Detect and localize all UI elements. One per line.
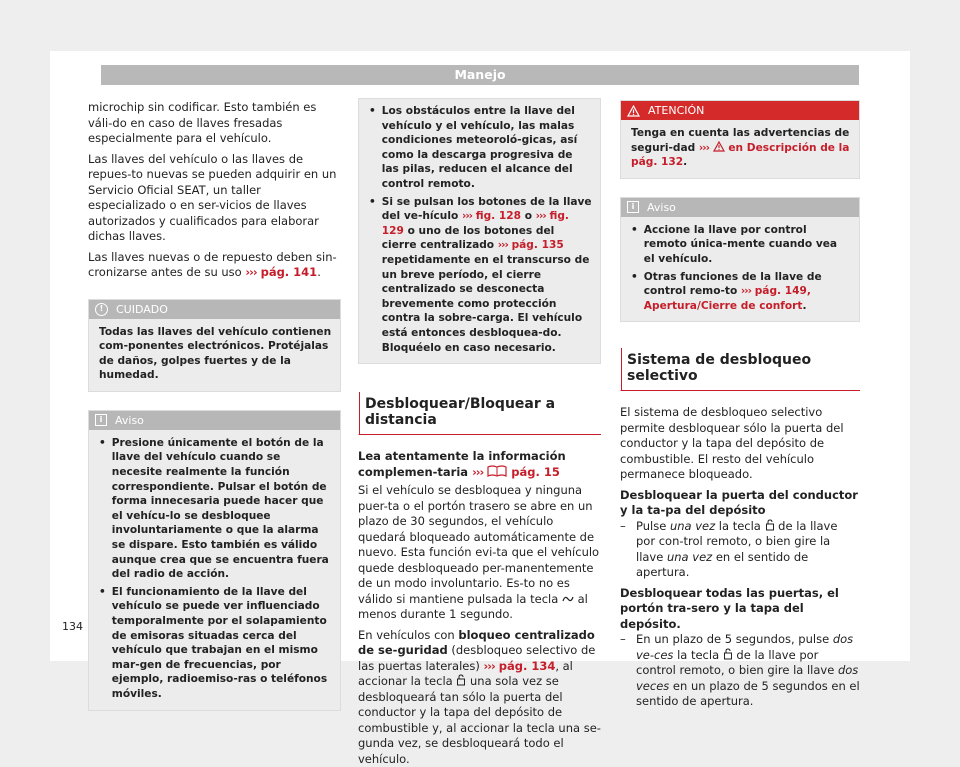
list-item: • Los obstáculos entre la llave del vehículo y el vehículo, las malas condiciones meteoroló-gicas, así como la descarga progresiva de las pilas, reducen el alcance del control remoto. [369, 105, 578, 190]
list-item: • El funcionamiento de la llave del vehículo se puede ver influenciado temporalmente por el solapamiento de emisoras situadas cerca del vehículo que trabajan en el mismo mar-gen de frecuencias, por ejemplo, radioemiso-ras o teléfonos móviles. [99, 585, 328, 700]
ref-arrows: ››› [245, 265, 257, 279]
step-item: – Pulse una vez la tecla de la llave por con-trol remoto, o bien gire la llave una vez en el sentido de apertura. [620, 518, 838, 580]
warning-title: ATENCIÓN [648, 104, 705, 117]
column-1 [88, 100, 341, 711]
section-title: Sistema de desbloqueo selectivo [620, 352, 860, 391]
unlock-icon [723, 648, 733, 660]
warning-box [620, 100, 860, 179]
column-3 [620, 100, 860, 710]
paragraph: En vehículos con bloqueo centralizado de se-guridad (desbloqueo selectivo de las puertas laterales) ››› pág. 134, al accionar la tecla una sola vez se desbloqueará tan sólo la puerta del conductor y la tapa del depósito de combustible y, al accionar la tecla una se-gunda vez, se desbloqueará todo el vehículo. [358, 627, 601, 766]
notice-title: Aviso [647, 200, 676, 214]
page-link[interactable]: en Descripción de la pág. 132 [631, 141, 850, 169]
paragraph: Las llaves nuevas o de repuesto deben sin-cronizarse antes de su uso ››› pág. 141. [88, 249, 337, 279]
info-icon: i [627, 201, 639, 213]
intro-text: Lea atentamente la información complemen-taria ››› pág. 15 [358, 449, 566, 479]
unlock-icon [765, 519, 775, 531]
figure-link[interactable]: fig. 129 [381, 210, 569, 237]
page-link[interactable]: pág. 15 [507, 464, 560, 479]
paragraph: El sistema de desbloqueo selectivo permite desbloquear sólo la puerta del conductor y la tapa del depósito de combustible. El resto del vehículo permanece bloqueado. [620, 405, 844, 482]
column-2 [358, 100, 601, 767]
figure-link[interactable]: fig. 128 [472, 210, 522, 223]
caution-icon: ! [95, 303, 108, 316]
warning-triangle-icon [627, 105, 640, 117]
notice-header [621, 198, 859, 217]
notice-box [88, 410, 341, 711]
key-wave-icon [562, 594, 574, 604]
unlock-icon [456, 674, 466, 686]
subheading: Desbloquear la puerta del conductor y la ta-pa del depósito [620, 487, 858, 518]
warning-triangle-icon [713, 141, 725, 152]
list-item: • Si se pulsan los botones de la llave del ve-hículo ››› fig. 128 o ››› fig. 129 o uno de los botones del cierre centralizado ››› pág. 135 repetidamente en el transcurso de un breve período, el cierre centralizado se desconecta brevemente como protección contra la sobre-carga. El vehículo está entonces desbloquea-do. Bloquéelo en caso necesario. [369, 195, 592, 354]
caution-header [89, 300, 340, 319]
info-icon: i [95, 414, 107, 426]
notice-header [89, 411, 340, 430]
caution-text: Todas las llaves del vehículo contienen com-ponentes electrónicos. Protéjalas de daños, golpes fuertes y de la humedad. [99, 325, 332, 382]
paragraph: microchip sin codificar. Esto también es váli-do en caso de llaves fresadas especialmente para el vehículo. [88, 100, 317, 145]
notice-title: Aviso [115, 413, 144, 427]
page-header: Manejo [101, 65, 859, 85]
caution-title: CUIDADO [116, 302, 168, 316]
book-icon [487, 465, 507, 477]
warning-header [621, 101, 859, 120]
notice-box [620, 197, 860, 323]
caution-box [88, 299, 341, 392]
list-item: • Accione la llave por control remoto única-mente cuando vea el vehículo. [631, 223, 838, 265]
page-link[interactable]: pág. 141 [256, 265, 318, 279]
page-link[interactable]: pág. 134 [494, 658, 556, 673]
warning-text: Tenga en cuenta las advertencias de seguri-dad ››› en Descripción de la pág. 132. [631, 127, 850, 169]
section-title: Desbloquear/Bloquear a distancia [358, 396, 601, 435]
page-number: 134 [62, 620, 83, 633]
page-link[interactable]: pág. 149, Apertura/Cierre de confort [643, 285, 811, 312]
subheading: Desbloquear todas las puertas, el portón tra-sero y la tapa del depósito. [620, 585, 839, 631]
page-link[interactable]: pág. 135 [507, 239, 564, 252]
list-item: • Presione únicamente el botón de la llave del vehículo cuando se necesite realmente la función correspondiente. Pulsar el botón de forma innecesaria puede hacer que el vehícu-lo se desbloquee involuntariamente o que la alarma se dispare. Esto también es válido aunque crea que se encuentra fuera del radio de acción. [99, 436, 329, 581]
paragraph: Si el vehículo se desbloquea y ninguna puer-ta o el portón trasero se abre en un plazo de 30 segundos, el vehículo quedará bloqueado automáticamente de nuevo. Esta función evi-ta que el vehículo quede desbloqueado per-manentemente de un modo involuntario. Es-to no es válido si mantiene pulsada la tecla al menos durante 1 segundo. [358, 483, 600, 622]
notice-box-continued [358, 98, 601, 364]
step-item: – En un plazo de 5 segundos, pulse dos ve-ces la tecla de la llave por control remoto, o bien gire la llave dos veces en un plazo de 5 segundos en el sentido de apertura. [620, 632, 860, 709]
list-item: • Otras funciones de la llave de control remo-to ››› pág. 149, Apertura/Cierre de confort. [631, 270, 822, 312]
paragraph: Las llaves del vehículo o las llaves de repues-to nuevas se pueden adquirir en un Servicio Oficial SEAT, un taller especializado o en ser-vicios de llaves autorizados y cualificados para elaborar dichas llaves. [88, 151, 337, 243]
